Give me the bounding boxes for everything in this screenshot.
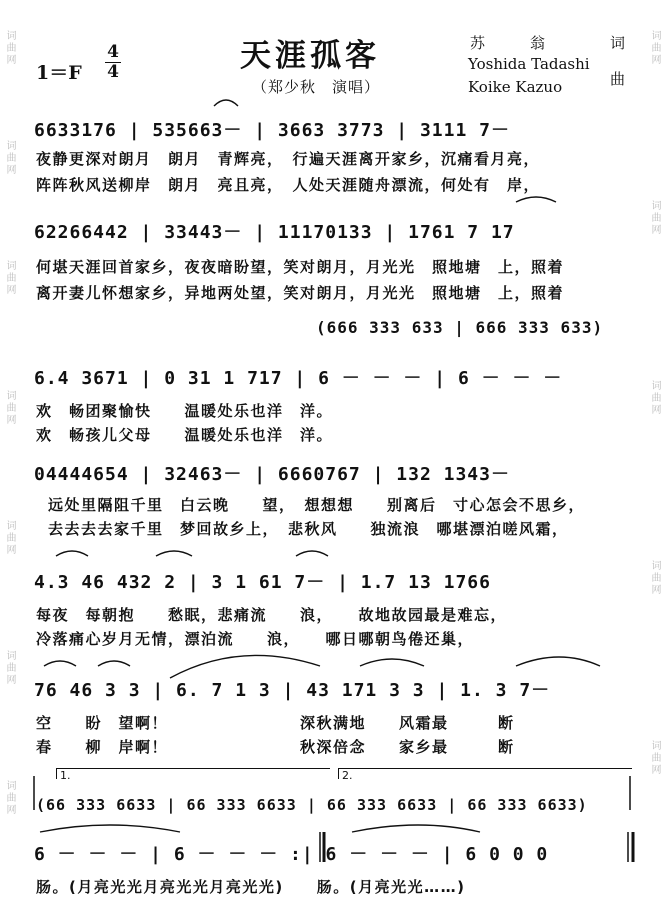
notation-line-6: 76 46 3 3 | 6. 7 1 3 | 43 171 3 3 | 1. 3 7－ xyxy=(34,680,551,701)
watermark-right: 词曲网 xyxy=(649,30,660,66)
lyric-line: 夜静更深对朗月 朗月 青辉亮， 行遍天涯离开家乡，沉痛看月亮， xyxy=(36,150,541,168)
lyric-line: 冷落痛心岁月无情，漂泊流 浪， 哪日哪朝鸟倦还巢， xyxy=(36,630,475,648)
performer: （郑少秋 演唱） xyxy=(252,78,381,96)
watermark-right: 词曲网 xyxy=(649,560,660,596)
lyric-line: 每夜 每朝抱 愁眠，悲痛流 浪， 故地故园最是难忘， xyxy=(36,606,508,624)
watermark-left: 词曲网 xyxy=(4,260,15,296)
lyric-line: 远处里隔阻千里 白云晚 望， 想想想 别离后 寸心怎会不思乡， xyxy=(48,496,586,514)
song-title: 天涯孤客 xyxy=(240,38,380,74)
watermark-left: 词曲网 xyxy=(4,650,15,686)
watermark-right: 词曲网 xyxy=(649,380,660,416)
lyric-line: 空 盼 望啊！ 深秋满地 风霜最 断 xyxy=(36,714,515,732)
composer-role: 曲 xyxy=(610,70,626,88)
notation-line-3: 6.4 3671 | 0 31 1 717 | 6 － － － | 6 － － － xyxy=(34,368,563,389)
lyric-line: 欢 畅团聚愉快 温暖处乐也洋 洋。 xyxy=(36,402,334,420)
watermark-left: 词曲网 xyxy=(4,30,15,66)
notation-line-5: 4.3 46 432 2 | 3 1 61 7－ | 1.7 13 1766 xyxy=(34,572,491,593)
notation-line-2: 62266442 | 33443－ | 11170133 | 1761 7 17 xyxy=(34,222,515,243)
lyricist: 苏 翁 xyxy=(470,34,546,52)
lyricist-role: 词 xyxy=(610,34,626,52)
watermark-right: 词曲网 xyxy=(649,200,660,236)
notation-line-4: 04444654 | 32463－ | 6660767 | 132 1343－ xyxy=(34,464,510,485)
lyric-line: 肠。(月亮光光月亮光光月亮光光) 肠。(月亮光光……) xyxy=(36,878,466,896)
lyric-line: 去去去去家千里 梦回故乡上， 悲秋风 独流浪 哪堪漂泊嗟风霜， xyxy=(48,520,569,538)
key-signature: 1＝F xyxy=(36,62,82,84)
composer-1: Yoshida Tadashi xyxy=(468,55,590,73)
lyric-line: 欢 畅孩儿父母 温暖处乐也洋 洋。 xyxy=(36,426,334,444)
lyric-line: 阵阵秋风送柳岸 朗月 亮且亮， 人处天涯随舟漂流，何处有 岸， xyxy=(36,176,541,194)
lyric-line: 离开妻儿怀想家乡，异地两处望，笑对朗月，月光光 照地塘 上，照着 xyxy=(36,284,565,302)
volta-1: 1. xyxy=(56,768,330,779)
composer-2: Koike Kazuo xyxy=(468,78,563,96)
time-bottom: 4 xyxy=(107,62,119,82)
watermark-left: 词曲网 xyxy=(4,390,15,426)
accompaniment-line-1: (666 333 633 | 666 333 633) xyxy=(316,318,604,337)
watermark-right: 词曲网 xyxy=(649,740,660,776)
watermark-left: 词曲网 xyxy=(4,780,15,816)
time-top: 4 xyxy=(107,42,119,62)
accompaniment-line-2: (66 333 6633 | 66 333 6633 | 66 333 6633 | 66 333 6633) xyxy=(36,796,588,814)
notation-line-1: 6633176 | 535663－ | 3663 3773 | 3111 7－ xyxy=(34,120,510,141)
lyric-line: 春 柳 岸啊！ 秋深倍念 家乡最 断 xyxy=(36,738,515,756)
watermark-left: 词曲网 xyxy=(4,520,15,556)
volta-2: 2. xyxy=(338,768,632,779)
watermark-left: 词曲网 xyxy=(4,140,15,176)
lyric-line: 何堪天涯回首家乡，夜夜暗盼望，笑对朗月，月光光 照地塘 上，照着 xyxy=(36,258,565,276)
notation-line-7: 6 － － － | 6 － － － :| 6 － － － | 6 0 0 0 xyxy=(34,844,549,865)
